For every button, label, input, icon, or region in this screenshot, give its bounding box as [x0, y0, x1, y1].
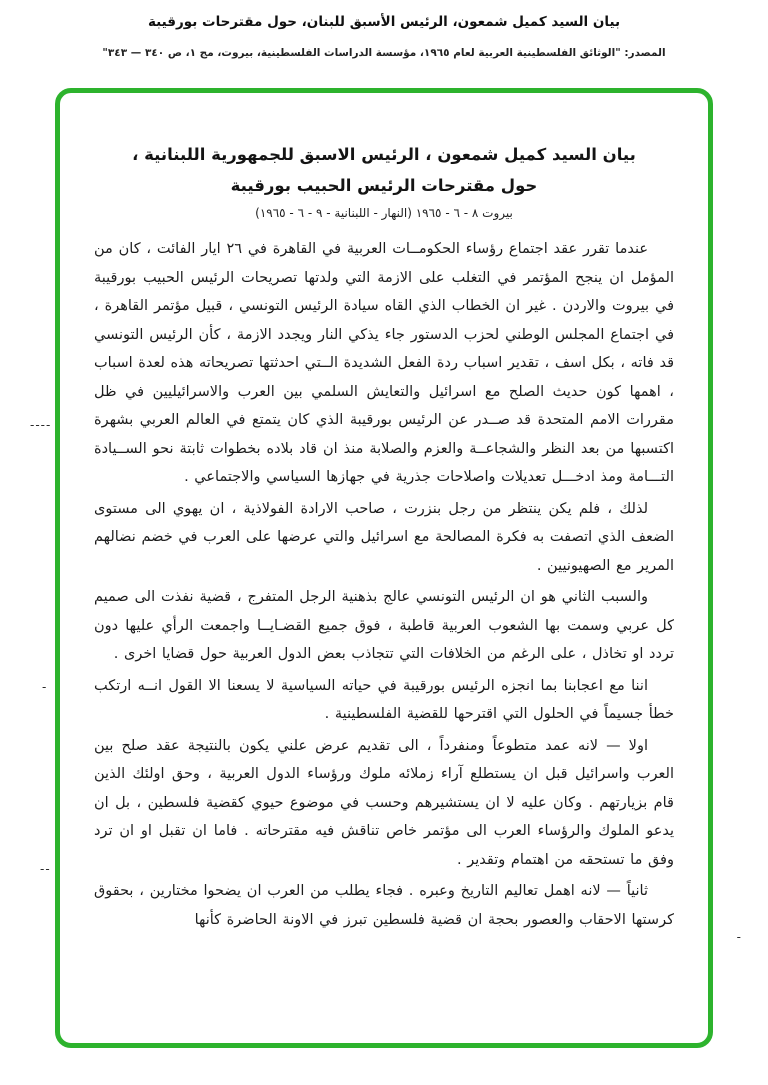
scan-margin-mark: -- [40, 862, 51, 876]
paragraph-5: اولا — لانه عمد متطوعاً ومنفرداً ، الى تقديم عرض علني يكون بالنتيجة عقد صلح بين العرب واسرائيل قبل ان يستطلع آراء زملائه ملوك ورؤساء الدول العربية ، وحق اولئك الذين قام بزيارتهم . وكان عليه لا ان يستشيرهم وحسب في موضوع حيوي كقضية فلسطين ، بل ان يدعو الملوك والرؤساء العرب الى مؤتمر خاص تناقش فيه مقترحاته . فاما ان تقبل او ان ترد وفق ما تستحقه من اهتمام وتقدير . [94, 737, 674, 868]
scan-margin-mark: - [736, 930, 742, 944]
document-dateline: بيروت ٨ - ٦ - ١٩٦٥ (النهار - اللبنانية - ٩ - ٦ - ١٩٦٥) [255, 206, 513, 220]
scan-margin-mark: ---- [30, 418, 52, 432]
paragraph-6: ثانياً — لانه اهمل تعاليم التاريخ وعبره . فجاء يطلب من العرب ان يضحوا مختارين ، بحقوق كرستها الاحقاب والعصور بحجة ان قضية فلسطين تبرز في الاونة الحاضرة كأنها [94, 883, 674, 928]
page-header-title: بيان السيد كميل شمعون، الرئيس الأسبق للبنان، حول مقترحات بورقيبة [147, 14, 621, 30]
paragraph-4: اننا مع اعجابنا بما انجزه الرئيس بورقيبة في حياته السياسية لا يسعنا الا القول انــه ارتكب خطأ جسيماً في الحلول التي اقترحها للقضية الفلسطينية . [94, 677, 674, 722]
document-title-line1: بيان السيد كميل شمعون ، الرئيس الاسبق للجمهورية اللبنانية ، [132, 145, 636, 164]
scan-margin-mark: - [42, 680, 48, 694]
page-header [0, 12, 768, 61]
paragraph-1: عندما تقرر عقد اجتماع رؤساء الحكومــات العربية في القاهرة في ٢٦ ايار الفائت ، كان من المؤمل ان ينجح المؤتمر في التغلب على الازمة التي ولدتها تصريحات الرئيس الحبيب بورقيبة في بيروت والاردن . غير ان الخطاب الذي القاه سيادة الرئيس التونسي ، قبيل مؤتمر القاهرة ، في اجتماع المجلس الوطني لحزب الدستور جاء يذكي النار ويجدد الازمة ، كأن الرئيس التونسي قد فاته ، بكل اسف ، تقدير اسباب ردة الفعل الشديدة الــتي احدثتها تصريحاته هذه لعدة اسباب ، اهمها كون حديث الصلح مع اسرائيل والتعايش السلمي بين العرب والاسرائيليين في ظل مقررات الامم المتحدة قد صــدر عن الرئيس بورقيبة الذي كان يتمتع في العالم العربي بشهرة اكتسبها من بعد النظر والشجاعــة والعزم والصلابة منذ ان قاد بلاده بخطوات ثابتة نحو الســيادة التـــامة ومذ ادخـــل تعديلات واصلاحات جذرية في جهازها السياسي والاجتماعي . [94, 241, 674, 485]
document-body [94, 139, 674, 1033]
paragraph-3: والسبب الثاني هو ان الرئيس التونسي عالج بذهنية الرجل المتفرج ، قضية نفذت الى صميم كل عربي وسمت بها الشعوب العربية قاطبة ، فوق جميع القضـايــا واجمعت الرأي عليها دون تردد او تخاذل ، على الرغم من الخلافات التي تتجاذب بعض الدول العربية حول قضايا اخرى . [94, 589, 674, 662]
document-scan-frame [55, 88, 713, 1048]
document-title-line2: حول مقترحات الرئيس الحبيب بورقيبة [230, 176, 538, 195]
page-header-source: المصدر: "الوثائق الفلسطينية العربية لعام ١٩٦٥، مؤسسة الدراسات الفلسطينية، بيروت، مج ١، ص ٣٤٠ — ٣٤٣" [102, 47, 666, 59]
paragraph-2: لذلك ، فلم يكن ينتظر من رجل بنزرت ، صاحب الارادة الفولاذية ، ان يهوي الى مستوى الضعف الذي اتصفت به فكرة المصالحة مع اسرائيل والتي عرضها على العرب في خضم نضالهم المرير مع الصهيونيين . [94, 500, 674, 574]
